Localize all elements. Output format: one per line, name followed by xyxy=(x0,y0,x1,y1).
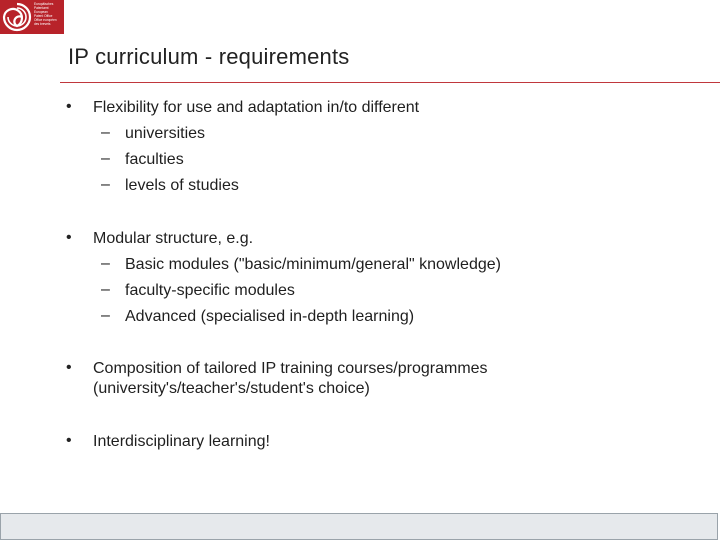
bullet-icon: • xyxy=(66,432,72,449)
title-divider xyxy=(60,82,720,83)
sub-list-item: universities xyxy=(125,125,206,142)
logo-text xyxy=(34,2,63,26)
list-item: Interdisciplinary learning! xyxy=(93,433,270,450)
list-item: Modular structure, e.g. xyxy=(93,230,254,247)
dash-icon: – xyxy=(101,307,110,324)
dash-icon: – xyxy=(101,150,110,167)
dash-icon: – xyxy=(101,176,110,193)
bullet-icon: • xyxy=(66,98,72,115)
logo-line: European xyxy=(34,10,48,14)
sub-list-item: Advanced (specialised in-depth learning) xyxy=(125,308,415,325)
sub-list-item: levels of studies xyxy=(125,177,239,194)
logo-line: Patent Office xyxy=(34,14,53,18)
sub-list-item: faculty-specific modules xyxy=(125,282,295,299)
sub-list-item: faculties xyxy=(125,151,184,168)
logo-line: des brevets xyxy=(34,22,51,26)
logo-line: Patentamt xyxy=(34,6,49,10)
list-item: Composition of tailored IP training courses/programmes xyxy=(93,360,488,377)
list-item: Flexibility for use and adaptation in/to different xyxy=(93,99,420,116)
dash-icon: – xyxy=(101,255,110,272)
footer-bar xyxy=(0,513,718,540)
dash-icon: – xyxy=(101,281,110,298)
bullet-icon: • xyxy=(66,229,72,246)
list-item-continuation: (university's/teacher's/student's choice) xyxy=(93,380,370,397)
epo-logo xyxy=(0,0,64,34)
bullet-icon: • xyxy=(66,359,72,376)
logo-line: Office européen xyxy=(34,18,57,22)
dash-icon: – xyxy=(101,124,110,141)
logo-line: Europäisches xyxy=(34,2,54,6)
spiral-logo-icon xyxy=(1,1,33,33)
sub-list-item: Basic modules ("basic/minimum/general" knowledge) xyxy=(125,256,501,273)
slide-title: IP curriculum - requirements xyxy=(68,44,350,69)
